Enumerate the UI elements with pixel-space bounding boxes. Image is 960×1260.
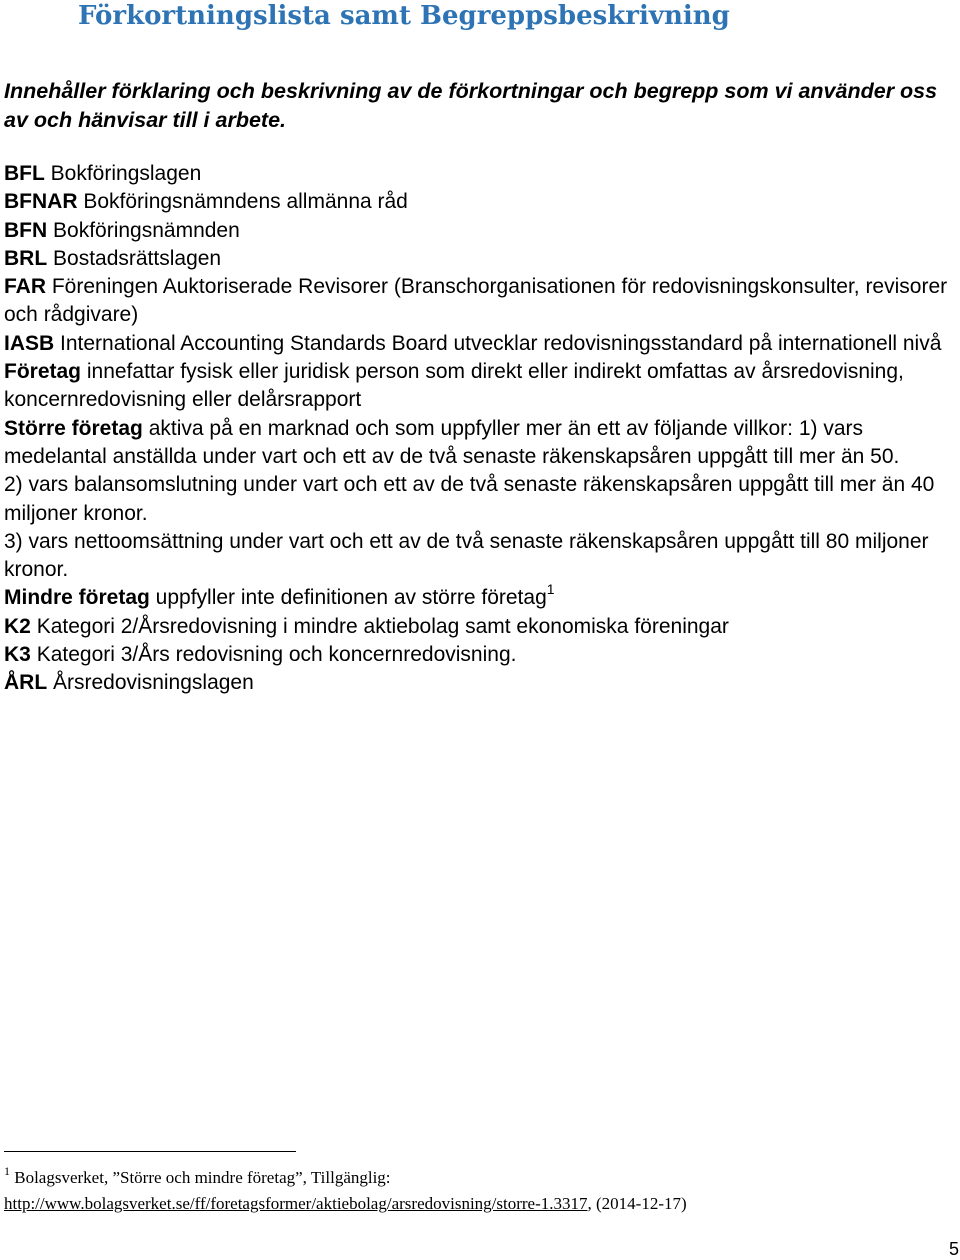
glossary-term: IASB xyxy=(4,331,55,355)
glossary-entry-k3 xyxy=(4,641,952,669)
glossary-term: K2 xyxy=(4,614,31,638)
glossary-definition: Föreningen Auktoriserade Revisorer (Branschorganisationen för redovisningskonsulter, revisorer och rådgivare) xyxy=(4,275,948,327)
glossary-definition: aktiva på en marknad och som uppfyller mer än ett av följande villkor: 1) vars medelantal anställda under vart och ett av de två senaste räkenskapsåren uppgått till mer än 50. xyxy=(4,416,900,468)
intro-paragraph: Innehåller förklaring och beskrivning av de förkortningar och begrepp som vi använder oss av och hänvisar till i arbete. xyxy=(4,79,938,132)
glossary-entry-storre-foretag xyxy=(4,415,952,472)
glossary-definition: Bokföringslagen xyxy=(44,162,202,185)
glossary-definition: Årsredovisningslagen xyxy=(47,671,254,695)
glossary-definition: Bokföringsnämndens allmänna råd xyxy=(77,190,408,214)
glossary-definition: 3) vars nettoomsättning under vart och ett av de två senaste räkenskapsåren uppgått till 80 miljoner kronor. xyxy=(4,529,929,582)
glossary-definition: 2) vars balansomslutning under vart och ett av de två senaste räkenskapsåren uppgått till mer än 40 miljoner kronor. xyxy=(4,473,935,525)
glossary-entry-iasb xyxy=(4,330,952,358)
footnote-marker: 1 xyxy=(4,1164,10,1179)
glossary-entry-k2 xyxy=(4,613,952,641)
glossary-term: Större företag xyxy=(4,416,143,440)
glossary-entry-arl xyxy=(4,669,952,697)
glossary-definition: Kategori 3/Års redovisning och koncernredovisning. xyxy=(30,643,517,667)
footnote-separator xyxy=(4,1151,296,1152)
footnote-date: , (2014-12-17) xyxy=(587,1194,687,1213)
glossary-condition-2 xyxy=(4,471,952,528)
glossary-definition: innefattar fysisk eller juridisk person som direkt eller indirekt omfattas av årsredovisning, koncernredovisning eller delårsrapport xyxy=(4,360,904,412)
glossary-term: Mindre företag xyxy=(4,586,150,610)
glossary-term: Företag xyxy=(4,360,82,384)
glossary-list xyxy=(4,160,952,698)
footnote-link[interactable]: http://www.bolagsverket.se/ff/foretagsformer/aktiebolag/arsredovisning/storre-1.3317 xyxy=(4,1194,588,1213)
glossary-entry-bfl xyxy=(4,160,952,188)
glossary-term: BRL xyxy=(4,246,48,270)
glossary-entry-brl xyxy=(4,245,952,273)
glossary-definition: Kategori 2/Årsredovisning i mindre aktiebolag samt ekonomiska föreningar xyxy=(30,614,729,638)
glossary-term: ÅRL xyxy=(4,671,48,695)
page-heading: Förkortningslista samt Begreppsbeskrivning xyxy=(78,1,730,31)
glossary-entry-bfn xyxy=(4,217,952,245)
footnote-text: Bolagsverket, ”Större och mindre företag”, Tillgänglig: xyxy=(10,1168,391,1187)
glossary-entry-mindre-foretag xyxy=(4,581,952,612)
glossary-term: K3 xyxy=(4,643,31,667)
glossary-term: BFNAR xyxy=(4,190,78,214)
glossary-entry-far xyxy=(4,273,952,330)
glossary-term: BFN xyxy=(4,218,48,242)
glossary-definition: Bostadsrättslagen xyxy=(47,246,222,270)
glossary-definition: Bokföringsnämnden xyxy=(47,218,240,242)
footnote-reference[interactable]: 1 xyxy=(546,581,555,598)
footnote xyxy=(4,1165,924,1217)
glossary-definition: uppfyller inte definitionen av större företag xyxy=(149,586,547,610)
glossary-entry-bfnar xyxy=(4,188,952,216)
glossary-condition-3 xyxy=(4,528,952,585)
page-number: 5 xyxy=(949,1239,960,1259)
glossary-term: BFL xyxy=(4,162,45,185)
glossary-definition: International Accounting Standards Board utvecklar redovisningsstandard på internationell nivå xyxy=(54,331,942,355)
glossary-term: FAR xyxy=(4,275,46,299)
glossary-entry-foretag xyxy=(4,358,952,415)
